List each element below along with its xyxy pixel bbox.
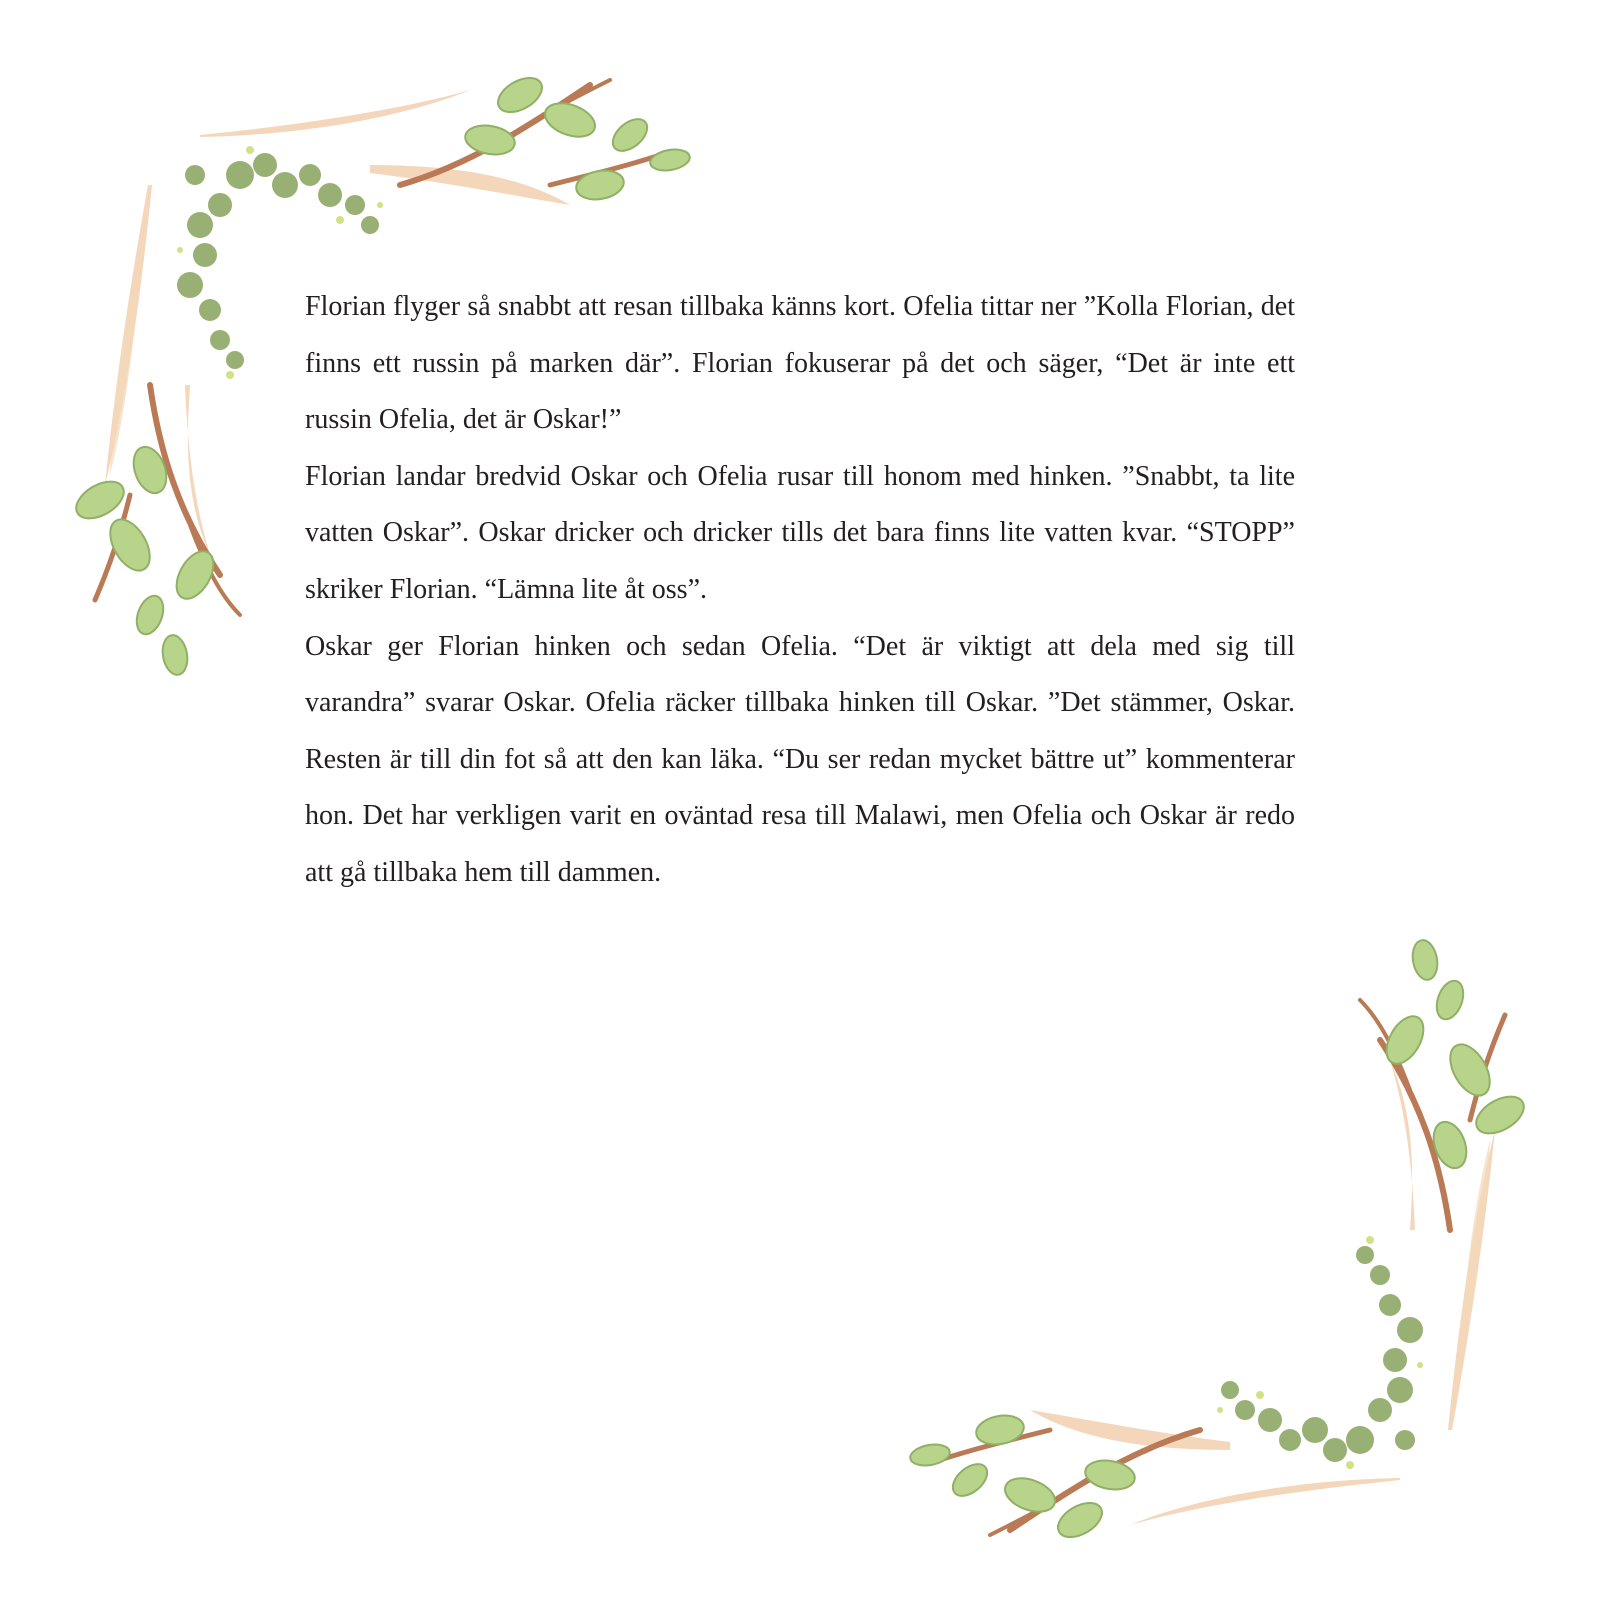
story-paragraph-3: Oskar ger Florian hinken och sedan Ofelia. “Det är viktigt att dela med sig till varandra” svarar Oskar. Ofelia räcker tillbaka hinken till Oskar. ”Det stämmer, Oskar. Resten är till din fot så att den kan läka. “Du ser redan mycket bättre ut” kommenterar hon. Det har verkligen varit en oväntad resa till Malawi, men Ofelia och Oskar är redo att gå tillbaka hem till dammen. xyxy=(305,630,1295,888)
leaf-shape xyxy=(974,1412,1026,1448)
feather-shape xyxy=(200,90,470,137)
story-paragraph-1: Florian flyger så snabbt att resan tillbaka känns kort. Ofelia tittar ner ”Kolla Florian, det finns ett russin på marken där”. Florian fokuserar på det och säger, “Det är inte ett russin Ofelia, det är Oskar!” xyxy=(305,291,1295,436)
leaf-shape xyxy=(70,474,130,526)
leaf-shape xyxy=(132,592,168,638)
leaf-shape xyxy=(463,122,517,158)
leaf-shape xyxy=(574,167,626,203)
leaf-shape xyxy=(909,1442,952,1469)
feather-shape xyxy=(110,295,138,475)
leaf-shape xyxy=(1410,938,1441,982)
floral-wreath-illustration xyxy=(880,910,1530,1560)
leaf-shape xyxy=(1470,1089,1530,1141)
feather-shape xyxy=(185,385,210,555)
feather-shape xyxy=(1130,1478,1400,1525)
leaf-shape xyxy=(160,633,191,677)
moss-cluster xyxy=(1221,1246,1423,1462)
leaf-shape xyxy=(607,113,653,157)
feather-shape xyxy=(1390,1060,1415,1230)
floral-corner-bottom-right xyxy=(880,910,1530,1560)
leaf-shape xyxy=(492,71,548,119)
leaf-shape xyxy=(540,97,599,143)
feather-shape xyxy=(1462,1140,1490,1320)
story-text xyxy=(305,279,1295,902)
leaf-shape xyxy=(1083,1457,1137,1493)
story-paragraph-2: Florian landar bredvid Oskar och Ofelia rusar till honom med hinken. ”Snabbt, ta lite vatten Oskar”. Oskar dricker och dricker tills det bara finns lite vatten kvar. “STOPP” skriker Florian. “Lämna lite åt oss”. xyxy=(305,460,1295,605)
leaf-shape xyxy=(1432,977,1468,1023)
leaf-shape xyxy=(947,1458,993,1502)
leaf-shape xyxy=(649,147,692,174)
leaf-shape xyxy=(1052,1496,1108,1544)
leaf-shape xyxy=(1000,1472,1059,1518)
